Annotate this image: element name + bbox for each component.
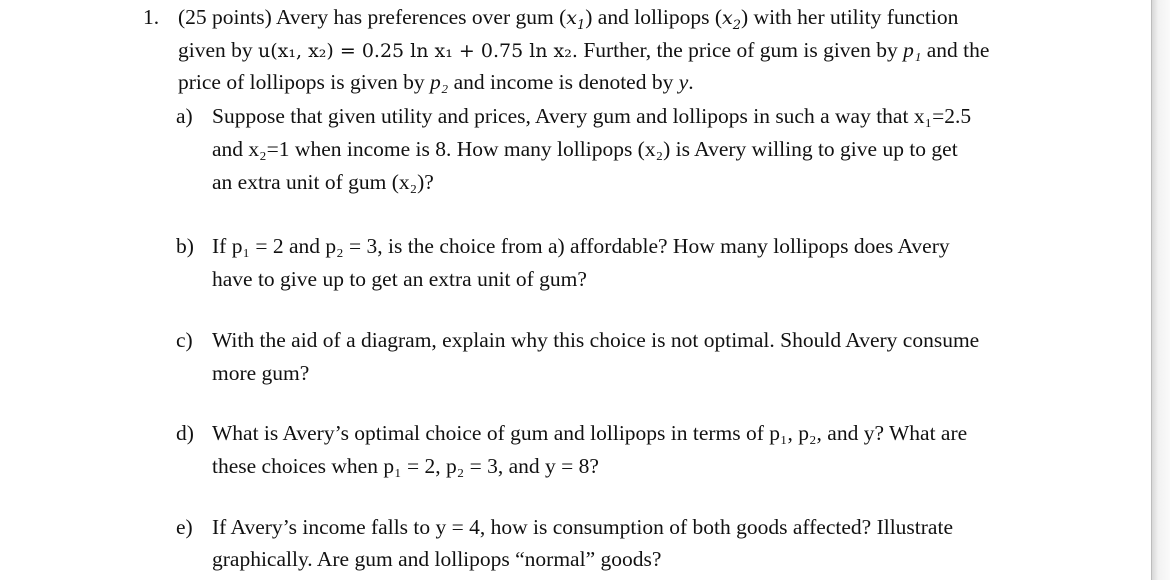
part-e-line-2: graphically. Are gum and lollipops “normal” goods? (212, 547, 662, 571)
part-a-line-3: an extra unit of gum (x₂)? (212, 170, 434, 194)
part-c-line-1: With the aid of a diagram, explain why this choice is not optimal. Should Avery consume (212, 328, 980, 352)
part-b-label: b) (176, 234, 194, 258)
question-line-1-text: (25 points) Avery has preferences over gum ( (178, 5, 567, 29)
part-d-line-1: What is Avery’s optimal choice of gum and lollipops in terms of p₁, p₂, and y? What are (212, 421, 968, 445)
utility-formula: u(x₁, x₂) = 0.25 ln x₁ + 0.75 ln x₂. (258, 40, 578, 62)
part-e-label: e) (176, 515, 193, 539)
part-c-label: c) (176, 328, 193, 352)
part-a-label: a) (176, 104, 193, 128)
question-line-3-end: . (688, 70, 694, 94)
price-p1: p₁ (903, 38, 922, 62)
question-line-3-mid: and income is denoted by (448, 70, 679, 94)
page-edge-shadow (1152, 0, 1170, 580)
price-p2: p₂ (430, 70, 449, 94)
question-line-3 (178, 69, 694, 95)
part-a-line-1: Suppose that given utility and prices, Avery gum and lollipops in such a way that x₁=2.5 (212, 104, 972, 128)
part-b-line-1: If p₁ = 2 and p₂ = 3, is the choice from a) affordable? How many lollipops does Avery (212, 234, 950, 258)
question-line-1-mid: ) and lollipops ( (585, 5, 723, 29)
part-e-line-1: If Avery’s income falls to y = 4, how is consumption of both goods affected? Illustrate (212, 515, 953, 539)
part-d-label: d) (176, 421, 194, 445)
question-line-2 (178, 37, 989, 64)
question-line-3-start: price of lollipops is given by (178, 70, 430, 94)
question-line-2-and: and the (921, 38, 990, 62)
question-line-2-end: Further, the price of gum is given by (577, 38, 904, 62)
part-a-line-2: and x₂=1 when income is 8. How many lollipops (x₂) is Avery willing to give up to get (212, 137, 958, 161)
question-line-1 (178, 4, 958, 39)
part-b-line-2: have to give up to get an extra unit of gum? (212, 267, 587, 291)
question-number: 1. (143, 5, 160, 29)
question-line-2-start: given by (178, 38, 259, 62)
part-d-line-2: these choices when p₁ = 2, p₂ = 3, and y = 8? (212, 454, 599, 478)
var-x1: $x_1$ (566, 7, 586, 33)
var-x2: $x_2$ (722, 7, 742, 33)
part-c-line-2: more gum? (212, 361, 310, 385)
question-line-1-end: ) with her utility function (741, 5, 959, 29)
income-y: y (678, 70, 689, 94)
